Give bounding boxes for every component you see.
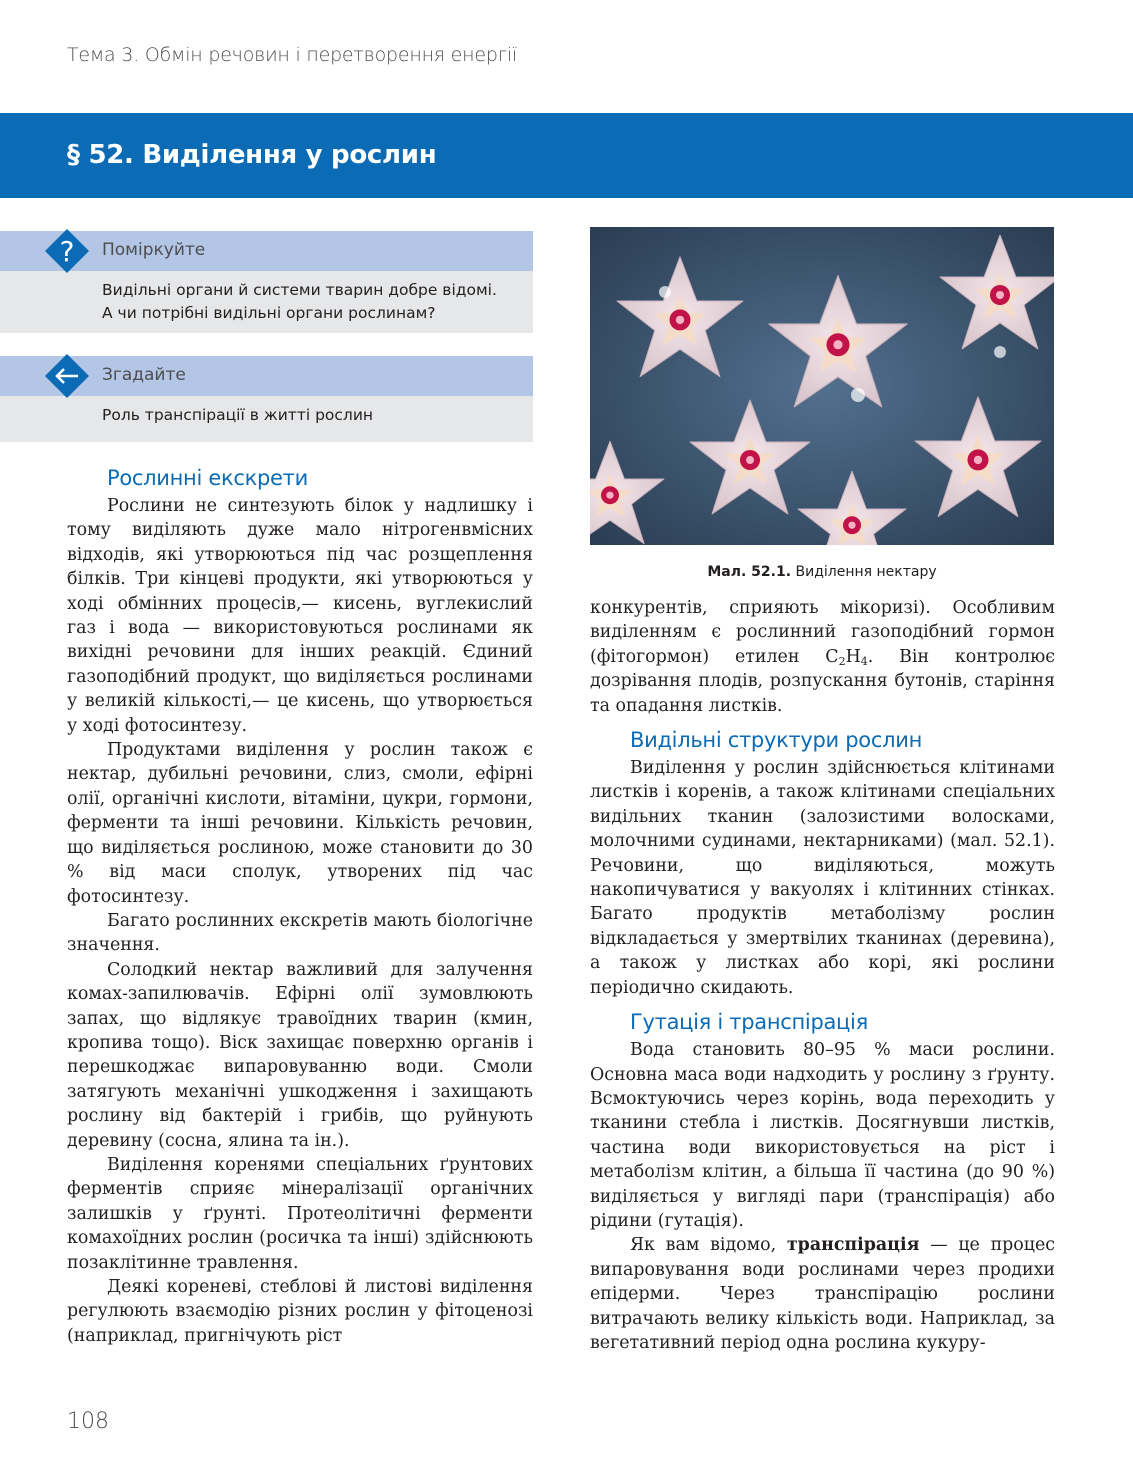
figure-caption-text: Виділення нектару [791, 564, 937, 580]
heading-plant-excreta: Рослинні екскрети [107, 466, 308, 490]
think-box-line-1: Видільні органи й системи тварин добре відомі. [102, 281, 497, 299]
section-title: § 52. Виділення у рослин [67, 140, 437, 170]
think-box-label: Поміркуйте [102, 240, 206, 260]
text-span: . Він контролює дозрівання плодів, розпускання бутонів, старіння та опадання листків. [590, 646, 1055, 716]
text-span: — це процес випаровування води рослинами через продихи епідерми. Через транспірацію рослини витрачають велику кількість води. Наприклад, за вегетативний період одна рослина кукуру- [590, 1235, 1055, 1353]
paragraph: Рослини не синтезують білок у надлишку і тому виділяють дуже мало нітрогенвмісних відходів, які утворюються під час розщеплення білків. Три кінцеві продукти, які утворюються у ході обмінних процесів,— кисень, вуглекислий газ і вода — використовуються рослинами як вихідні речовини для інших реакцій. Єдиний газоподібний продукт, що виділяється рослинами у великій кількості,— це кисень, що утворюється у ході фотосинтезу. [67, 496, 533, 736]
nectar-photo [590, 227, 1054, 545]
subscript: 4 [860, 654, 868, 668]
left-column [67, 464, 533, 1348]
think-box [0, 231, 533, 333]
subscript: 2 [838, 654, 846, 668]
right-column [590, 596, 1055, 1355]
text-span: Як вам відомо, [630, 1235, 787, 1256]
paragraph: Вода становить 80–95 % маси рослини. Основна маса води надходить у рослину з ґрунту. Всмоктуючись через корінь, вода переходить у тканини стебла і листків. Досягнувши листків, частина води використовується на ріст і метаболізм клітин, а більша її частина (до 90 %) виділяється у вигляді пари (транспірація) або рідини (гутація). [590, 1040, 1055, 1231]
text-span: конкурентів, сприяють мікоризі). Особливим виділенням є рослинний газоподібний гормон (фітогормон) етилен C [590, 598, 1055, 667]
page-number: 108 [67, 1409, 109, 1434]
recall-box-label: Згадайте [102, 365, 186, 385]
heading-guttation-transpiration: Гутація і транспірація [630, 1010, 868, 1035]
figure-caption [590, 564, 1054, 580]
recall-box-body [0, 396, 533, 442]
paragraph: Продуктами виділення у рослин також є нектар, дубильні речовини, слиз, смоли, ефірні олії, органічні кислоти, вітаміни, цукри, гормони, ферменти та інші речовини. Кількість речовин, що виділяється рослиною, може становити до 30 % від маси сполук, утворених під час фотосинтезу. [67, 740, 533, 907]
think-box-line-2: А чи потрібні видільні органи рослинам? [102, 304, 436, 322]
paragraph [590, 1233, 1055, 1355]
running-head: Тема 3. Обмін речовин і перетворення енергії [67, 44, 518, 66]
paragraph: Деякі кореневі, стеблові й листові виділення регулюють взаємодію різних рослин у фітоценозі (наприклад, пригнічують ріст [67, 1277, 533, 1346]
svg-text:?: ? [59, 235, 75, 268]
text-span: H [845, 646, 861, 667]
figure-caption-number: Мал. 52.1. [707, 564, 792, 580]
recall-box-text: Роль транспірації в житті рослин [102, 406, 374, 424]
recall-box [0, 356, 533, 442]
bold-term: транспірація [786, 1235, 920, 1256]
paragraph [590, 596, 1055, 718]
question-icon [45, 229, 89, 273]
section-title-band [0, 113, 1133, 198]
paragraph: Багато рослинних екскретів мають біологічне значення. [67, 910, 533, 956]
heading-excretory-structures: Видільні структури рослин [630, 728, 923, 753]
paragraph: Солодкий нектар важливий для залучення комах-запилювачів. Ефірні олії зумовлюють запах, що відлякує травоїдних тварин (кмин, кропива тощо). Віск захищає поверхню органів і перешкоджає випаровуванню води. Смоли затягують механічні ушкодження і захищають рослину від бактерій і грибів, що руйнують деревину (сосна, ялина та ін.). [67, 959, 533, 1151]
think-box-body [0, 271, 533, 333]
paragraph: Виділення коренями спеціальних ґрунтових ферментів сприяє мінералізації органічних залишків у ґрунті. Протеолітичні ферменти комахоїдних рослин (росичка та інші) здійснюють позаклітинне травлення. [67, 1154, 533, 1273]
arrow-left-icon [45, 354, 89, 398]
paragraph: Виділення у рослин здійснюється клітинами листків і коренів, а також клітинами спеціальних видільних тканин (залозистими волосками, молочними судинами, нектарниками) (мал. 52.1). Речовини, що виділяються, можуть накопичуватися у вакуолях і клітинних стінках. Багато продуктів метаболізму рослин відкладається у змертвілих тканинах (деревина), а також у листках або корі, які рослини періодично скидають. [590, 758, 1055, 998]
